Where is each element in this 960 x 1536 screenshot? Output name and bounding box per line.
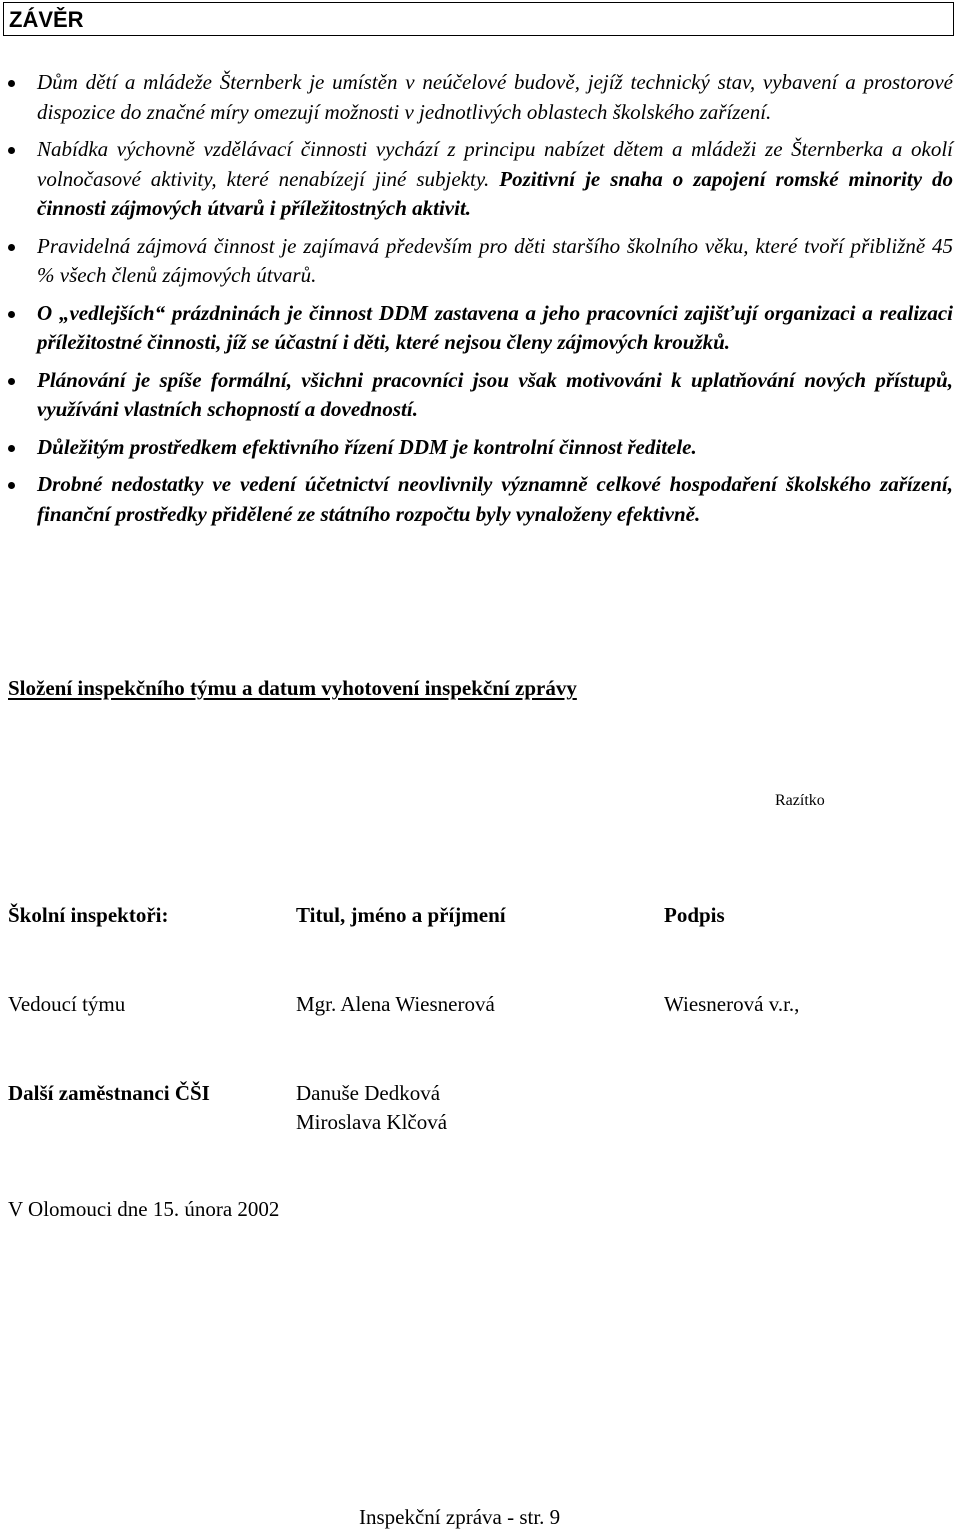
bullet-icon	[8, 147, 15, 154]
team-section-title: Složení inspekčního týmu a datum vyhotovení inspekční zprávy	[8, 676, 577, 700]
bullet-icon	[8, 445, 15, 452]
conclusion-list	[0, 68, 960, 537]
list-item-text-normal: Nabídka výchovně vzdělávací činnosti vychází z principu nabízet dětem a mládeži ze Šternberka a okolí volnočasové aktivity, které nenabízejí jiné subjekty.	[37, 137, 953, 191]
list-item	[0, 470, 960, 529]
header-signature: Podpis	[664, 903, 725, 927]
other-staff-name: Miroslava Klčová	[296, 1110, 448, 1134]
date-line: V Olomouci dne 15. února 2002	[8, 1197, 280, 1221]
list-item-text: Drobné nedostatky ve vedení účetnictví neovlivnily významně celkové hospodaření školského zařízení, finanční prostředky přidělené ze státního rozpočtu byly vynaloženy efektivně.	[37, 472, 953, 526]
list-item	[0, 135, 960, 224]
list-item	[0, 232, 960, 291]
list-item-text: Důležitým prostředkem efektivního řízení DDM je kontrolní činnost ředitele.	[37, 434, 697, 459]
list-item	[0, 68, 960, 127]
team-lead-signature: Wiesnerová v.r.,	[664, 992, 800, 1016]
other-staff-label: Další zaměstnanci ČŠI	[8, 1081, 210, 1105]
bullet-icon	[8, 244, 15, 251]
section-heading-box	[3, 2, 954, 36]
list-item	[0, 433, 960, 463]
team-lead-name: Mgr. Alena Wiesnerová	[296, 992, 495, 1016]
page-footer: Inspekční zpráva - str. 9	[359, 1505, 561, 1529]
list-item	[0, 299, 960, 358]
section-heading: ZÁVĚR	[9, 7, 84, 32]
team-lead-role: Vedoucí týmu	[8, 992, 126, 1016]
bullet-icon	[8, 378, 15, 385]
list-item-text: Plánování je spíše formální, všichni pracovníci jsou však motivováni k uplatňování nových přístupů, využíváni vlastních schopností a dovedností.	[37, 367, 953, 421]
header-name: Titul, jméno a příjmení	[296, 903, 506, 927]
bullet-icon	[8, 482, 15, 489]
list-item-text-bold: Pozitivní je snaha o zapojení romské minority do činnosti zájmových útvarů i příležitostných aktivit.	[37, 166, 953, 220]
list-item-text: O „vedlejších“ prázdninách je činnost DDM zastavena a jeho pracovníci zajišťují organizaci a realizaci příležitostné činnosti, jíž se účastní i děti, které nejsou členy zájmových kroužků.	[37, 300, 953, 354]
bullet-icon	[8, 80, 15, 87]
other-staff-name: Danuše Dedková	[296, 1081, 441, 1105]
list-item-text: Pravidelná zájmová činnost je zajímavá především pro děti staršího školního věku, které tvoří přibližně 45 % všech členů zájmových útvarů.	[37, 233, 953, 287]
header-inspectors: Školní inspektoři:	[8, 903, 169, 927]
list-item-text: Dům dětí a mládeže Šternberk je umístěn v neúčelové budově, jejíž technický stav, vybavení a prostorové dispozice do značné míry omezují možnosti v jednotlivých oblastech školského zařízení.	[37, 70, 953, 124]
list-item	[0, 366, 960, 425]
bullet-icon	[8, 311, 15, 318]
stamp-label: Razítko	[775, 792, 825, 809]
